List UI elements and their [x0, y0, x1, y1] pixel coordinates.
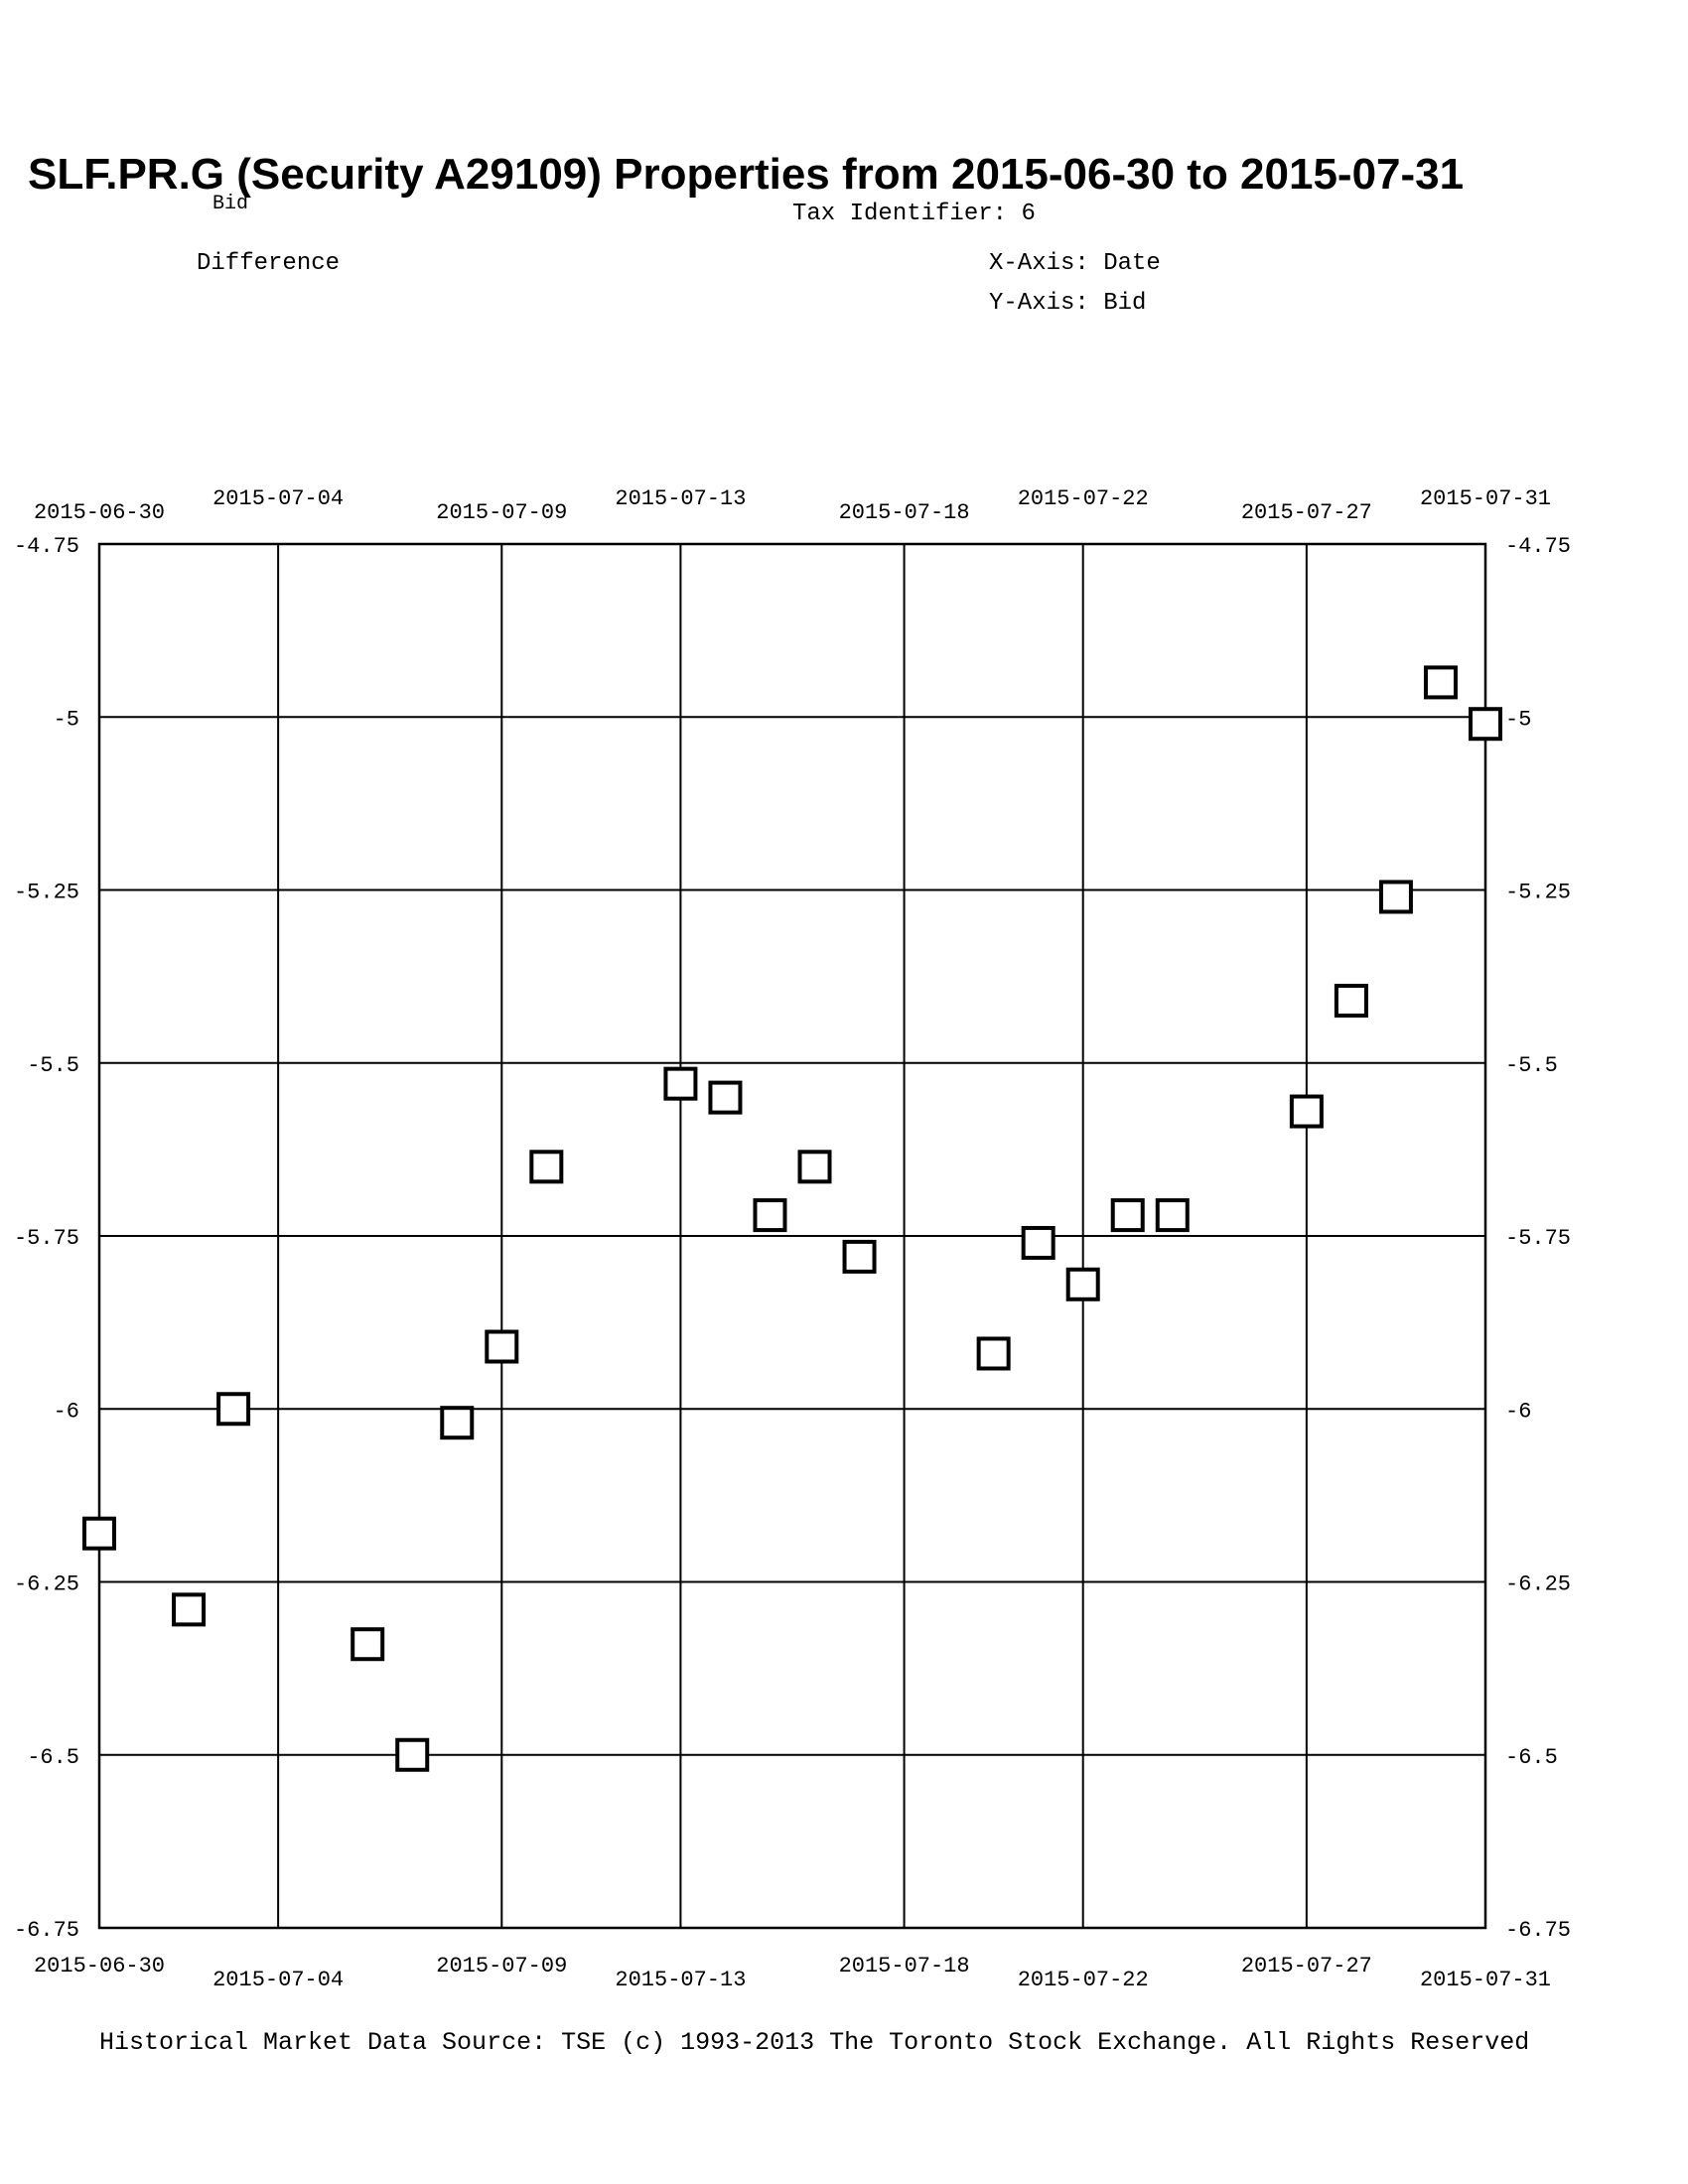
x-tick-label-top: 2015-07-04 [212, 486, 345, 511]
data-points [84, 667, 1500, 1769]
x-tick-label-bottom: 2015-07-27 [1240, 1954, 1372, 1979]
data-point-marker [397, 1740, 427, 1770]
data-point-marker [531, 1152, 561, 1181]
x-tick-label-bottom: 2015-07-13 [615, 1968, 747, 1992]
y-tick-label-right: -5.75 [1505, 1226, 1572, 1251]
x-tick-label-bottom: 2015-07-31 [1419, 1968, 1552, 1992]
y-tick-label-right: -5.5 [1505, 1052, 1558, 1078]
y-tick-label-right: -4.75 [1505, 534, 1572, 559]
data-point-marker [1381, 882, 1411, 911]
data-point-marker [710, 1083, 740, 1113]
x-tick-label-bottom: 2015-06-30 [33, 1954, 166, 1979]
grid-lines [99, 544, 1485, 1928]
tax-identifier: Tax Identifier: 6 [792, 201, 1036, 227]
x-tick-label-bottom: 2015-07-04 [212, 1968, 345, 1992]
y-tick-label-left: -6.75 [13, 1918, 79, 1943]
data-point-marker [755, 1200, 784, 1230]
data-point-marker [1292, 1097, 1322, 1127]
y-tick-label-left: -6.5 [27, 1744, 79, 1770]
data-point-marker [487, 1332, 516, 1362]
legend-label-difference: Difference [197, 250, 341, 277]
data-point-marker [84, 1519, 114, 1549]
data-point-marker [845, 1242, 875, 1272]
data-source-footer: Historical Market Data Source: TSE (c) 1993-2013 The Toronto Stock Exchange. All Rights Reserved [99, 2028, 1530, 2057]
x-tick-label-bottom: 2015-07-22 [1017, 1968, 1149, 1992]
y-tick-label-right: -6 [1505, 1399, 1532, 1425]
data-point-marker [174, 1594, 204, 1624]
tick-labels [14, 486, 1571, 1992]
x-axis-label: X-Axis: Date [989, 250, 1161, 277]
y-tick-label-left: -6.25 [13, 1571, 79, 1597]
data-point-marker [352, 1629, 382, 1659]
x-tick-label-bottom: 2015-07-18 [838, 1954, 970, 1979]
x-tick-label-bottom: 2015-07-09 [436, 1954, 568, 1979]
y-axis-label: Y-Axis: Bid [989, 290, 1147, 317]
y-tick-label-left: -4.75 [13, 534, 79, 559]
x-tick-label-top: 2015-07-09 [436, 500, 568, 525]
y-tick-label-right: -6.75 [1505, 1918, 1572, 1943]
y-tick-label-right: -6.5 [1505, 1744, 1558, 1770]
chart-title: SLF.PR.G (Security A29109) Properties from 2015-06-30 to 2015-07-31 [28, 150, 1465, 199]
y-tick-label-right: -5 [1505, 707, 1532, 733]
y-tick-label-left: -5.5 [27, 1052, 79, 1078]
data-point-marker [1068, 1270, 1098, 1299]
y-tick-label-left: -6 [53, 1399, 79, 1425]
x-tick-label-top: 2015-07-13 [615, 486, 747, 511]
y-tick-label-right: -6.25 [1505, 1571, 1572, 1597]
data-point-marker [1113, 1200, 1143, 1230]
y-tick-label-right: -5.25 [1505, 880, 1572, 905]
y-tick-label-left: -5 [53, 707, 79, 733]
data-point-marker [979, 1338, 1009, 1368]
data-point-marker [1471, 709, 1500, 739]
x-tick-label-top: 2015-06-30 [33, 500, 166, 525]
x-tick-label-top: 2015-07-27 [1240, 500, 1372, 525]
data-point-marker [665, 1069, 695, 1099]
data-point-marker [1158, 1200, 1188, 1230]
legend-label-bid: Bid [212, 193, 249, 215]
x-tick-label-top: 2015-07-18 [838, 500, 970, 525]
x-tick-label-top: 2015-07-31 [1419, 486, 1552, 511]
data-point-marker [1336, 986, 1366, 1016]
y-tick-label-left: -5.25 [13, 880, 79, 905]
data-point-marker [800, 1152, 830, 1181]
data-point-marker [442, 1408, 472, 1437]
x-tick-label-top: 2015-07-22 [1017, 486, 1149, 511]
y-tick-label-left: -5.75 [13, 1226, 79, 1251]
data-point-marker [1426, 667, 1456, 697]
data-point-marker [1024, 1228, 1054, 1258]
data-point-marker [218, 1394, 248, 1424]
